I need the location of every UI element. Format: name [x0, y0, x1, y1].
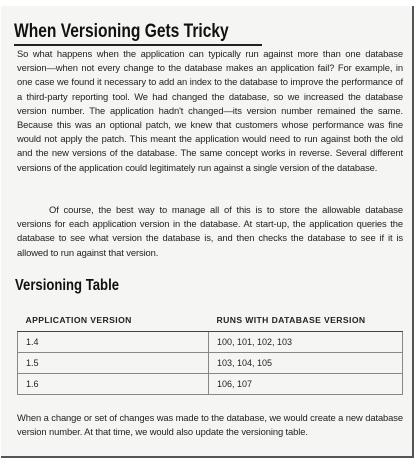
table-cell-db-versions: 106, 107	[209, 374, 403, 395]
table-cell-app-version: 1.5	[18, 353, 209, 374]
sidebar-box	[1, 6, 414, 458]
table-cell-db-versions: 103, 104, 105	[209, 353, 403, 374]
title-underline	[14, 20, 262, 46]
table-cell-app-version: 1.6	[18, 374, 209, 395]
table-row	[18, 353, 403, 374]
paragraph-intro: So what happens when the application can typically run against more than one database version—when not every change to the database makes an application fail? For example, in one case we found it necessary to add an index to the database to improve the performance of a third-party reporting tool. We had changed the database, so we increased the database version number. The application hadn't changed—its version number remained the same. Because this was an optional patch, we knew that customers whose performance was fine would not apply the patch. This meant the application would need to run against both the old and the new versions of the database. The same concept works in reverse. Several different versions of the application could legitimately run against a single version of the database.	[17, 48, 403, 173]
table-row	[18, 374, 403, 395]
table-header-row	[18, 309, 403, 332]
table-cell-app-version: 1.4	[18, 332, 209, 353]
versioning-table	[17, 309, 403, 395]
table-cell-db-versions: 100, 101, 102, 103	[209, 332, 403, 353]
sidebar-title: When Versioning Gets Tricky	[14, 21, 229, 42]
column-header-application-version: APPLICATION VERSION	[18, 309, 209, 332]
column-header-database-version: RUNS WITH DATABASE VERSION	[209, 309, 403, 332]
paragraph-best-way: Of course, the best way to manage all of this is to store the allowable database versions for each application version in the database. At start-up, the application queries the database to see what version the database is, and then checks the database to see if it is allowed to run against that version.	[17, 204, 403, 258]
table-row	[18, 332, 403, 353]
table-heading-wrap	[15, 276, 142, 296]
paragraph-closing: When a change or set of changes was made to the database, we would create a new database version number. At that time, we would also update the versioning table.	[17, 412, 403, 438]
table-heading: Versioning Table	[15, 277, 120, 294]
